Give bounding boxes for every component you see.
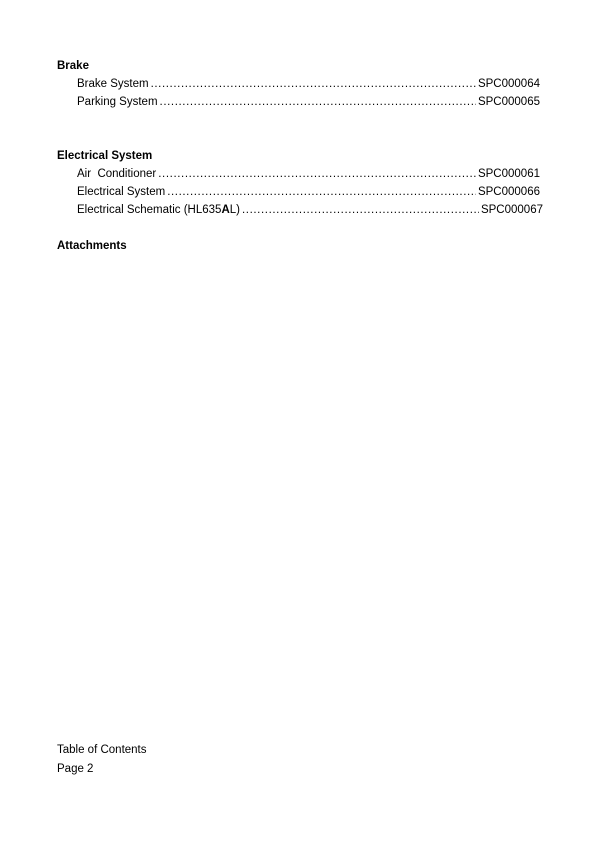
toc-entry-title: Brake System [77, 78, 149, 90]
dot-leader [158, 167, 476, 181]
toc-entry-title-part: Electrical Schematic (HL635 [77, 204, 222, 216]
toc-entry-code: SPC000067 [480, 204, 543, 216]
toc-entry-title: Parking System [77, 96, 158, 108]
footer-document-title: Table of Contents [57, 744, 147, 756]
toc-entry-title: Electrical System [77, 186, 166, 198]
dot-leader [167, 185, 476, 199]
dot-leader [242, 203, 479, 217]
section-heading-brake: Brake [57, 60, 89, 72]
footer-page-number: Page 2 [57, 763, 94, 775]
section-heading-attachments: Attachments [57, 240, 127, 252]
toc-entry-code: SPC000064 [477, 78, 540, 90]
toc-entry-code: SPC000066 [477, 186, 540, 198]
toc-entry-air-conditioner[interactable] [77, 167, 540, 181]
dot-leader [160, 95, 476, 109]
toc-entry-title-bold-part: A [221, 204, 230, 216]
toc-entry-brake-system[interactable] [77, 77, 540, 91]
toc-entry-title: Air Conditioner [77, 168, 157, 180]
toc-entry-title-part: L) [229, 204, 240, 216]
toc-entry-title [77, 203, 240, 217]
section-heading-electrical-system: Electrical System [57, 150, 153, 162]
toc-entry-electrical-schematic[interactable] [77, 203, 543, 217]
toc-entry-code: SPC000061 [477, 168, 540, 180]
dot-leader [151, 77, 476, 91]
toc-entry-parking-system[interactable] [77, 95, 540, 109]
toc-entry-electrical-system[interactable] [77, 185, 540, 199]
toc-entry-code: SPC000065 [477, 96, 540, 108]
